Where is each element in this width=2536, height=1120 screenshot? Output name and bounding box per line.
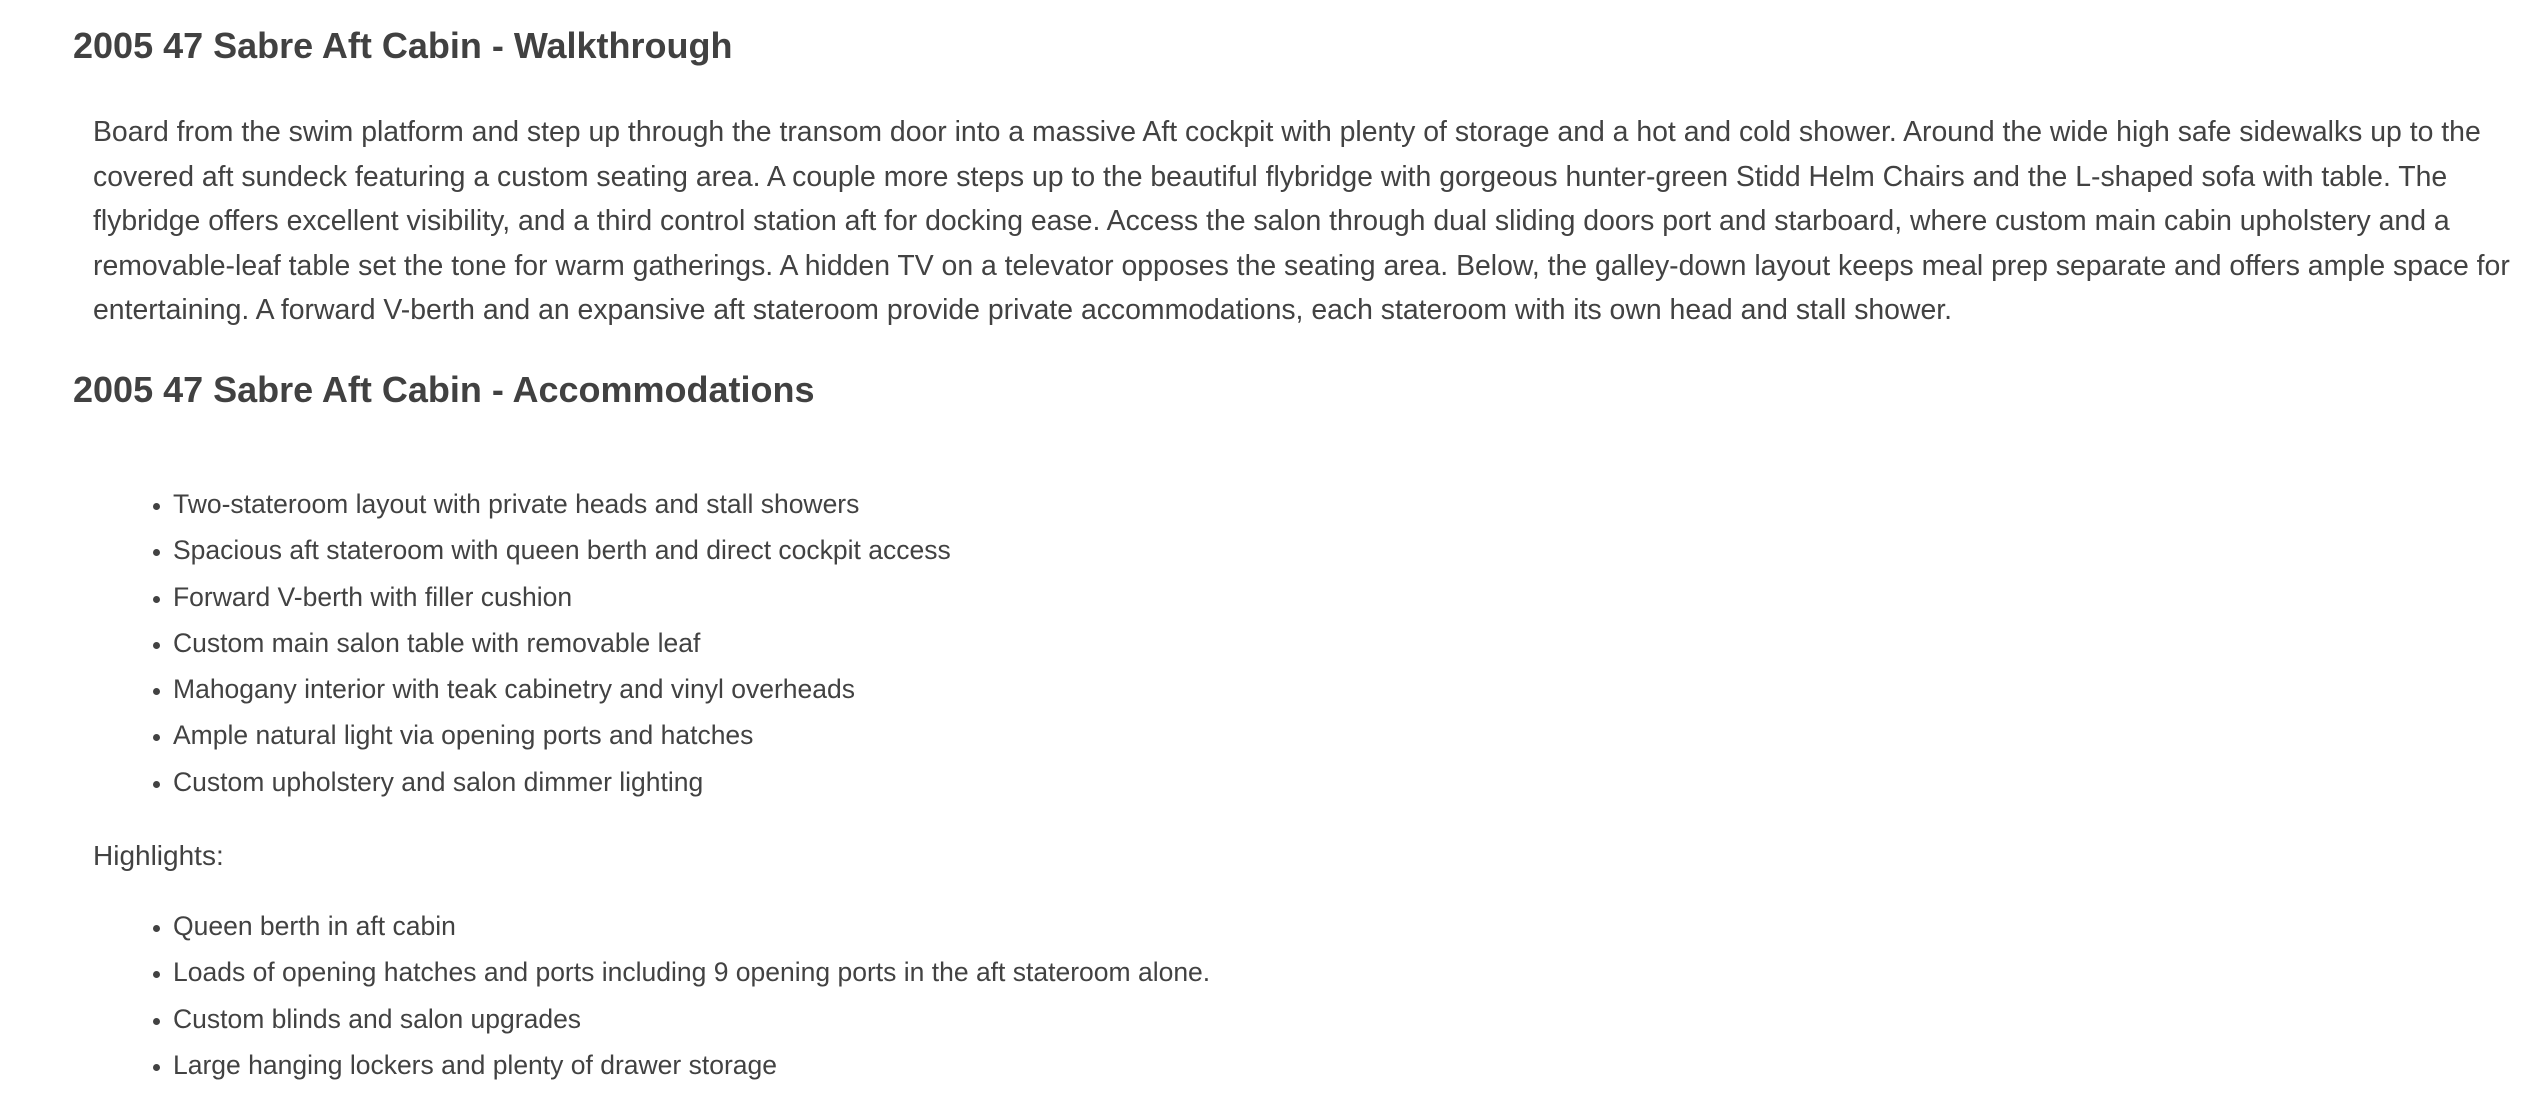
highlights-label: Highlights: [93, 840, 224, 871]
list-item: • Two-stateroom layout with private heads and stall showers [173, 481, 2473, 527]
walkthrough-heading: 2005 47 Sabre Aft Cabin - Walkthrough [73, 25, 733, 66]
accommodations-list [131, 481, 2473, 805]
list-item: • Custom main salon table with removable leaf [173, 620, 2473, 666]
list-item: • Spacious aft stateroom with queen berth and direct cockpit access [173, 527, 2473, 573]
list-item: • Mahogany interior with teak cabinetry and vinyl overheads [173, 666, 2473, 712]
list-item: • Loads of opening hatches and ports including 9 opening ports in the aft stateroom alone. [173, 949, 2473, 995]
walkthrough-paragraph: Board from the swim platform and step up through the transom door into a massive Aft cockpit with plenty of storage and a hot and cold shower. Around the wide high safe sidewalks up to the covered aft sundeck featuring a custom seating area. A couple more steps up to the beautiful flybridge with gorgeous hunter-green Stidd Helm Chairs and the L-shaped sofa with table. The flybridge offers excellent visibility, and a third control station aft for docking ease. Access the salon through dual sliding doors port and starboard, where custom main cabin upholstery and a removable-leaf table set the tone for warm gatherings. A hidden TV on a televator opposes the seating area. Below, the galley-down layout keeps meal prep separate and offers ample space for entertaining. A forward V-berth and an expansive aft stateroom provide private accommodations, each stateroom with its own head and stall shower. [93, 116, 2510, 326]
list-item: • Queen berth in aft cabin [173, 903, 2473, 949]
list-item: • Large hanging lockers and plenty of drawer storage [173, 1042, 2473, 1088]
highlights-list [131, 903, 2473, 1088]
list-item: • Forward V-berth with filler cushion [173, 574, 2473, 620]
list-item: • Ample natural light via opening ports and hatches [173, 712, 2473, 758]
list-item: • Custom blinds and salon upgrades [173, 996, 2473, 1042]
accommodations-heading: 2005 47 Sabre Aft Cabin - Accommodations [73, 369, 815, 410]
list-item: • Custom upholstery and salon dimmer lighting [173, 759, 2473, 805]
